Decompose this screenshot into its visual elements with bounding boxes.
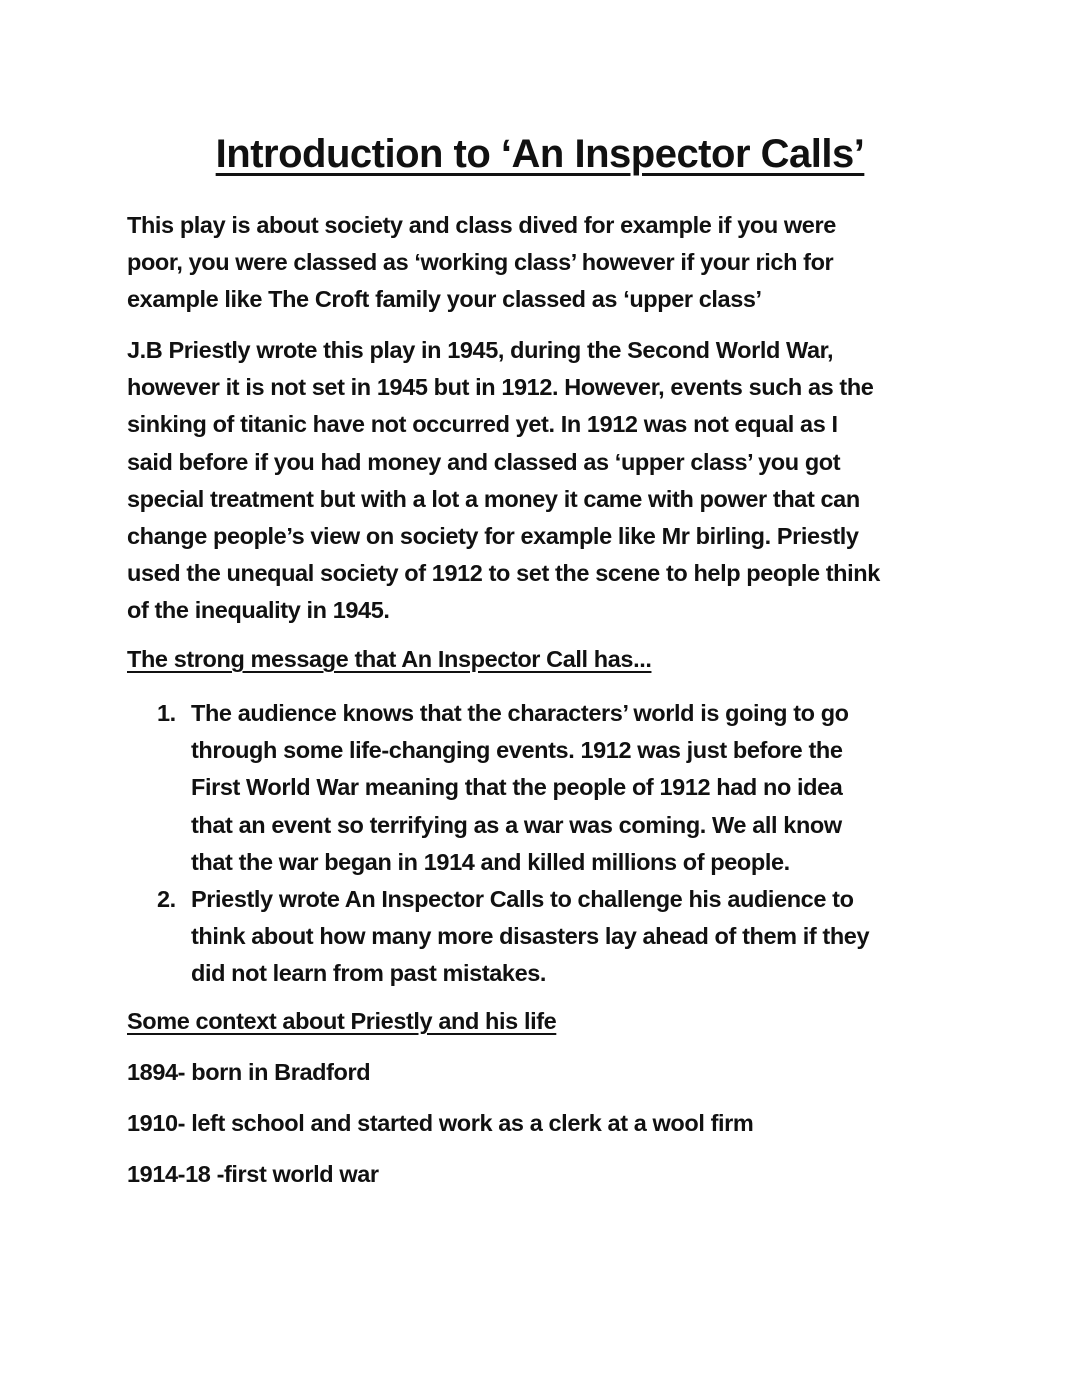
list-item — [157, 695, 977, 881]
context-paragraph — [127, 332, 967, 630]
timeline-item: 1894- born in Bradford — [127, 1059, 371, 1085]
text-line: however it is not set in 1945 but in 1912. However, events such as the — [127, 374, 874, 401]
list-number: 2. — [157, 886, 176, 913]
document-title: Introduction to ‘An Inspector Calls’ — [215, 132, 865, 176]
text-line: through some life-changing events. 1912 was just before the — [191, 737, 843, 764]
text-line: The audience knows that the characters’ world is going to go — [191, 700, 849, 726]
text-line: of the inequality in 1945. — [127, 597, 390, 624]
life-heading: Some context about Priestly and his life — [127, 1008, 557, 1034]
text-line: First World War meaning that the people of 1912 had no idea — [191, 774, 843, 801]
text-line: said before if you had money and classed as ‘upper class’ you got — [127, 448, 841, 475]
text-line: special treatment but with a lot a money it came with power that can — [127, 485, 860, 512]
text-line: think about how many more disasters lay ahead of them if they — [191, 923, 870, 950]
list-item — [157, 881, 977, 993]
text-line: that an event so terrifying as a war was coming. We all know — [191, 811, 842, 838]
message-list — [157, 695, 977, 993]
list-number: 1. — [157, 700, 176, 726]
message-heading: The strong message that An Inspector Call has... — [127, 646, 652, 672]
text-line: did not learn from past mistakes. — [191, 960, 547, 987]
text-line: sinking of titanic have not occurred yet. In 1912 was not equal as I — [127, 411, 838, 438]
timeline-item: 1914-18 -first world war — [127, 1161, 379, 1187]
intro-paragraph — [127, 207, 967, 319]
text-line: used the unequal society of 1912 to set the scene to help people think — [127, 560, 880, 587]
timeline-item: 1910- left school and started work as a clerk at a wool firm — [127, 1110, 754, 1136]
text-line: that the war began in 1914 and killed millions of people. — [191, 848, 790, 875]
text-line: poor, you were classed as ‘working class’ however if your rich for — [127, 249, 834, 276]
text-line: change people’s view on society for example like Mr birling. Priestly — [127, 523, 859, 550]
text-line: J.B Priestly wrote this play in 1945, during the Second World War, — [127, 337, 834, 363]
text-line: example like The Croft family your classed as ‘upper class’ — [127, 286, 762, 313]
text-line: Priestly wrote An Inspector Calls to challenge his audience to — [191, 886, 854, 913]
text-line: This play is about society and class dived for example if you were — [127, 212, 836, 238]
